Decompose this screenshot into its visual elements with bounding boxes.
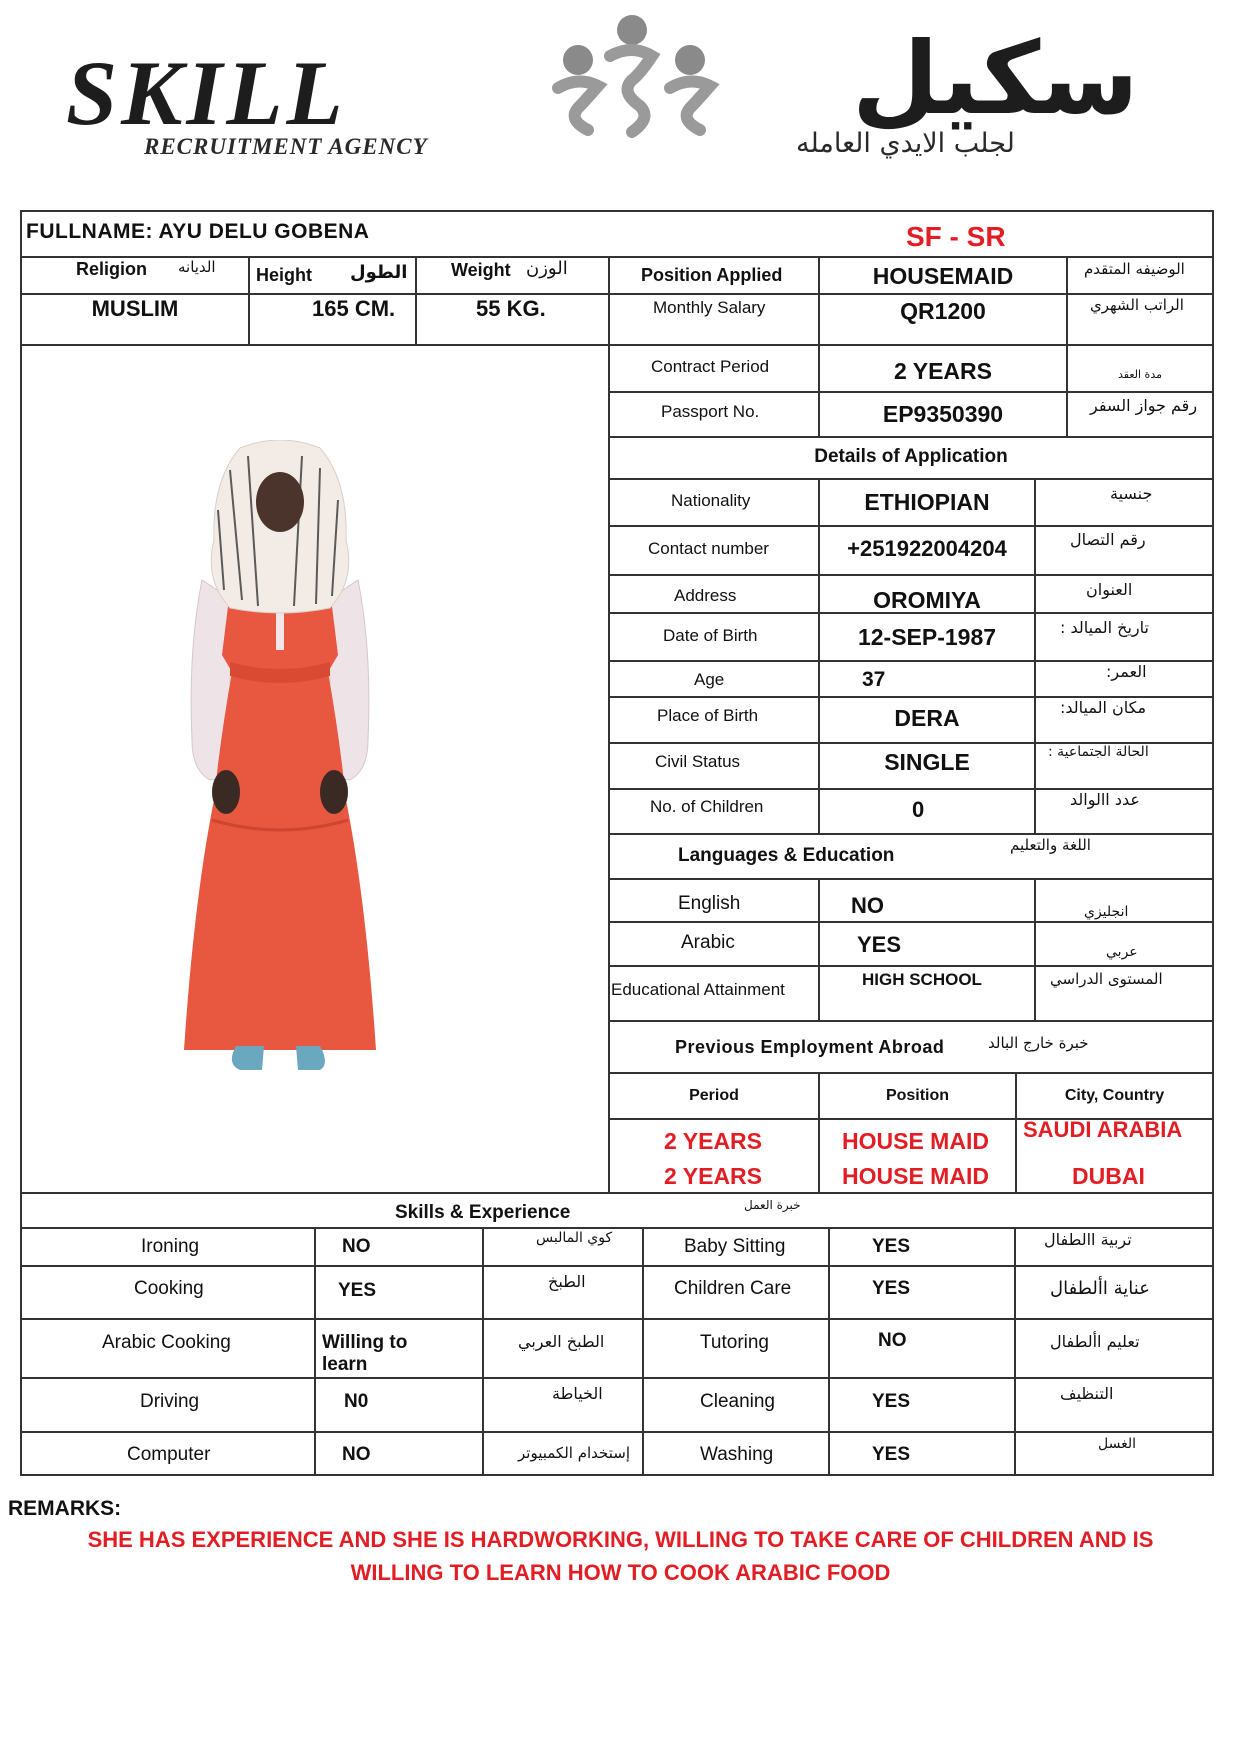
skill-computer-value: NO xyxy=(342,1444,371,1465)
height-label: Height xyxy=(256,265,312,285)
address-value: OROMIYA xyxy=(873,587,981,613)
employment-city-2: DUBAI xyxy=(1072,1163,1145,1189)
religion-value: MUSLIM xyxy=(91,296,179,321)
contact-label: Contact number xyxy=(648,539,769,558)
salary-label-arabic: الراتب الشهري xyxy=(1090,296,1184,314)
brand-tagline: RECRUITMENT AGENCY xyxy=(144,134,428,159)
skill-tutoring-value: NO xyxy=(878,1330,907,1351)
skill-cleaning-arabic: التنظيف xyxy=(1060,1384,1114,1403)
remarks-line-1: SHE HAS EXPERIENCE AND SHE IS HARDWORKING, WILLING TO TAKE CARE OF CHILDREN AND IS xyxy=(87,1527,1154,1552)
pob-label: Place of Birth xyxy=(657,706,759,725)
children-value: 0 xyxy=(912,797,925,822)
civil-status-value: SINGLE xyxy=(884,749,970,775)
salary-label: Monthly Salary xyxy=(653,298,766,317)
col-position: Position xyxy=(885,1087,950,1104)
skill-washing-label: Washing xyxy=(700,1444,774,1465)
english-label: English xyxy=(678,893,741,914)
skill-sewing-arabic: الخياطة xyxy=(552,1384,603,1403)
education-label-arabic: المستوى الدراسي xyxy=(1050,970,1163,988)
skills-section-title: Skills & Experience xyxy=(395,1202,571,1223)
weight-label-arabic: الوزن xyxy=(526,258,568,279)
skill-children-care-label: Children Care xyxy=(674,1278,792,1299)
remarks-line-2: WILLING TO LEARN HOW TO COOK ARABIC FOOD xyxy=(350,1560,891,1585)
employment-position-1: HOUSE MAID xyxy=(842,1128,989,1154)
position-label: Position Applied xyxy=(641,265,783,285)
arabic-label: Arabic xyxy=(681,932,735,953)
employment-city-1: SAUDI ARABIA xyxy=(1023,1117,1183,1142)
brand-tagline-arabic: لجلب الايدي العامله xyxy=(796,128,1015,159)
nationality-value: ETHIOPIAN xyxy=(864,489,990,515)
dob-value: 12-SEP-1987 xyxy=(857,624,997,650)
skill-tutoring-label: Tutoring xyxy=(700,1332,769,1353)
children-label-arabic: عدد االوالد xyxy=(1070,790,1140,809)
contact-value: +251922004204 xyxy=(847,536,1007,561)
education-label: Educational Attainment xyxy=(611,980,785,999)
english-label-arabic: انجليزي xyxy=(1084,904,1129,920)
people-logo-icon xyxy=(540,14,725,144)
passport-value: EP9350390 xyxy=(882,401,1004,427)
skill-ironing-arabic: كوي المالبس xyxy=(536,1230,613,1246)
weight-label: Weight xyxy=(451,260,511,280)
reference-code: SF - SR xyxy=(906,221,1006,252)
skill-cooking-label: Cooking xyxy=(134,1278,204,1299)
employment-period-2: 2 YEARS xyxy=(664,1163,763,1189)
address-label-arabic: العنوان xyxy=(1086,580,1133,599)
skill-arabic-cooking-value: Willing to learn xyxy=(322,1332,408,1375)
dob-label-arabic: تاريخ الميالد : xyxy=(1060,618,1149,637)
employment-period-1: 2 YEARS xyxy=(664,1128,763,1154)
col-period: Period xyxy=(689,1087,739,1104)
employment-position-2: HOUSE MAID xyxy=(842,1163,989,1189)
skill-washing-value: YES xyxy=(872,1444,911,1465)
english-value: NO xyxy=(851,893,884,918)
applicant-photo xyxy=(170,440,390,1110)
pob-label-arabic: مكان الميالد: xyxy=(1060,698,1147,717)
arabic-label-arabic: عربي xyxy=(1106,944,1138,960)
contract-label-arabic: مدة العقد xyxy=(1118,368,1162,381)
skill-ironing-label: Ironing xyxy=(141,1236,200,1257)
skill-computer-arabic: إستخدام الكمبيوتر xyxy=(518,1444,630,1462)
civil-status-label-arabic: الحالة الجتماعية : xyxy=(1048,744,1149,760)
skill-computer-label: Computer xyxy=(127,1444,211,1465)
dob-label: Date of Birth xyxy=(663,626,758,645)
employment-section-title-arabic: خبرة خارج البالد xyxy=(988,1034,1089,1052)
skills-section-title-arabic: خبرة العمل xyxy=(744,1198,801,1212)
skill-cleaning-label: Cleaning xyxy=(700,1391,775,1412)
skill-baby-sitting-label: Baby Sitting xyxy=(684,1236,786,1257)
weight-value: 55 KG. xyxy=(476,296,546,321)
age-label-arabic: العمر: xyxy=(1106,662,1147,681)
passport-label: Passport No. xyxy=(661,402,760,421)
skill-children-care-arabic: عناية األطفال xyxy=(1050,1278,1150,1299)
skill-baby-sitting-value: YES xyxy=(872,1236,911,1257)
address-label: Address xyxy=(674,586,737,605)
age-value: 37 xyxy=(862,668,886,691)
pob-value: DERA xyxy=(894,705,960,731)
skill-cleaning-value: YES xyxy=(872,1391,911,1412)
religion-label-arabic: الديانه xyxy=(178,258,216,276)
skill-arabic-cooking-label: Arabic Cooking xyxy=(102,1332,231,1353)
education-value: HIGH SCHOOL xyxy=(862,970,982,989)
skill-children-care-value: YES xyxy=(872,1278,911,1299)
salary-value: QR1200 xyxy=(900,298,986,324)
position-value: HOUSEMAID xyxy=(872,263,1014,289)
skill-ironing-value: NO xyxy=(342,1236,371,1257)
employment-section-title: Previous Employment Abroad xyxy=(675,1037,945,1057)
skill-cooking-value: YES xyxy=(338,1280,377,1301)
children-label: No. of Children xyxy=(650,797,764,816)
position-label-arabic: الوضيفه المتقدم xyxy=(1084,260,1185,278)
nationality-label-arabic: جنسية xyxy=(1110,484,1153,503)
skill-driving-label: Driving xyxy=(140,1391,200,1412)
skill-tutoring-arabic: تعليم األطفال xyxy=(1050,1332,1140,1351)
skill-driving-value: N0 xyxy=(344,1391,369,1412)
skill-arabic-cooking-arabic: الطبخ العربي xyxy=(518,1332,605,1351)
arabic-value: YES xyxy=(857,932,902,957)
skill-washing-arabic: الغسل xyxy=(1098,1436,1137,1452)
details-section-title: Details of Application xyxy=(814,446,1008,467)
brand-logo-text: SKILL xyxy=(66,42,347,144)
brand-logo-arabic: سكيل xyxy=(852,20,1139,137)
languages-section-title-arabic: اللغة والتعليم xyxy=(1010,836,1091,854)
age-label: Age xyxy=(694,670,725,689)
civil-status-label: Civil Status xyxy=(655,752,741,771)
skill-baby-sitting-arabic: تربية االطفال xyxy=(1044,1230,1132,1249)
contract-label: Contract Period xyxy=(651,357,770,376)
remarks-label: REMARKS: xyxy=(8,1497,122,1520)
contract-value: 2 YEARS xyxy=(893,358,992,384)
height-value: 165 CM. xyxy=(312,296,396,321)
passport-label-arabic: رقم جواز السفر xyxy=(1090,396,1198,415)
fullname: FULLNAME: AYU DELU GOBENA xyxy=(26,220,370,243)
nationality-label: Nationality xyxy=(671,491,751,510)
languages-section-title: Languages & Education xyxy=(678,845,895,866)
col-city-country: City, Country xyxy=(1064,1087,1165,1104)
religion-label: Religion xyxy=(76,259,147,279)
contact-label-arabic: رقم التصال xyxy=(1070,530,1146,549)
height-label-arabic: الطول xyxy=(350,262,408,283)
skill-cooking-arabic: الطبخ xyxy=(548,1272,586,1291)
